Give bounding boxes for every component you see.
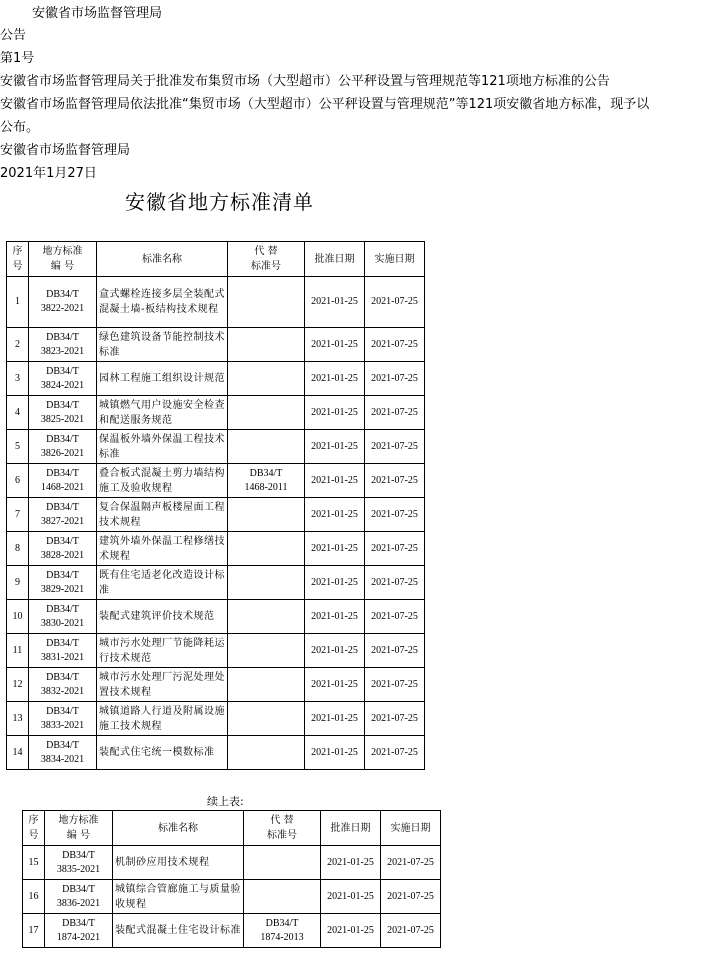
table-row bbox=[7, 532, 425, 566]
cell-seq: 12 bbox=[7, 668, 29, 702]
cell-code: DB34/T 3825-2021 bbox=[29, 396, 97, 430]
header-code: 地方标准 编 号 bbox=[29, 242, 97, 277]
cell-code: DB34/T 3827-2021 bbox=[29, 498, 97, 532]
cell-approve-date: 2021-01-25 bbox=[305, 396, 365, 430]
table-row bbox=[7, 277, 425, 328]
cell-replace bbox=[228, 736, 305, 770]
cell-seq: 4 bbox=[7, 396, 29, 430]
standards-list-title: 安徽省地方标准清单 bbox=[125, 190, 314, 214]
table-header-row bbox=[23, 811, 441, 846]
table-row bbox=[7, 430, 425, 464]
cell-replace bbox=[228, 566, 305, 600]
cell-code: DB34/T 3835-2021 bbox=[45, 846, 113, 880]
cell-name: 既有住宅适老化改造设计标准 bbox=[97, 566, 228, 600]
cell-code: DB34/T 1874-2021 bbox=[45, 914, 113, 948]
cell-code: DB34/T 3829-2021 bbox=[29, 566, 97, 600]
cell-replace bbox=[228, 430, 305, 464]
cell-approve-date: 2021-01-25 bbox=[305, 566, 365, 600]
cell-approve-date: 2021-01-25 bbox=[305, 430, 365, 464]
cell-implement-date: 2021-07-25 bbox=[365, 396, 425, 430]
cell-code: DB34/T 3824-2021 bbox=[29, 362, 97, 396]
notice-title: 安徽省市场监督管理局关于批准发布集贸市场（大型超市）公平秤设置与管理规范等121项地方标准的公告 bbox=[0, 74, 610, 89]
header-name: 标准名称 bbox=[97, 242, 228, 277]
cell-implement-date: 2021-07-25 bbox=[365, 566, 425, 600]
cell-seq: 7 bbox=[7, 498, 29, 532]
table-row bbox=[7, 702, 425, 736]
notice-signature: 安徽省市场监督管理局 bbox=[0, 143, 131, 158]
cell-implement-date: 2021-07-25 bbox=[365, 736, 425, 770]
cell-implement-date: 2021-07-25 bbox=[365, 362, 425, 396]
standards-table-continued bbox=[22, 810, 441, 948]
table-row bbox=[7, 566, 425, 600]
table-row bbox=[7, 498, 425, 532]
continued-label: 续上表: bbox=[207, 795, 244, 808]
notice-body-line-2: 公布。 bbox=[0, 120, 40, 135]
issuer-line: 安徽省市场监督管理局 bbox=[32, 6, 163, 21]
table-row bbox=[7, 362, 425, 396]
cell-seq: 9 bbox=[7, 566, 29, 600]
table-row bbox=[23, 914, 441, 948]
cell-name: 盒式螺栓连接多层全装配式混凝土墙-板结构技术规程 bbox=[97, 277, 228, 328]
notice-number: 第1号 bbox=[0, 51, 35, 66]
table-row bbox=[23, 846, 441, 880]
cell-name: 装配式建筑评价技术规范 bbox=[97, 600, 228, 634]
cell-code: DB34/T 3830-2021 bbox=[29, 600, 97, 634]
cell-approve-date: 2021-01-25 bbox=[305, 702, 365, 736]
cell-code: DB34/T 1468-2021 bbox=[29, 464, 97, 498]
cell-replace bbox=[228, 634, 305, 668]
cell-replace bbox=[228, 600, 305, 634]
notice-body-line-1: 安徽省市场监督管理局依法批准“集贸市场（大型超市）公平秤设置与管理规范”等121项安徽省地方标准，现予以 bbox=[0, 97, 650, 112]
header-implement-date: 实施日期 bbox=[381, 811, 441, 846]
cell-replace bbox=[228, 498, 305, 532]
cell-approve-date: 2021-01-25 bbox=[321, 846, 381, 880]
cell-name: 叠合板式混凝土剪力墙结构施工及验收规程 bbox=[97, 464, 228, 498]
header-approve-date: 批准日期 bbox=[305, 242, 365, 277]
cell-replace bbox=[228, 532, 305, 566]
cell-approve-date: 2021-01-25 bbox=[305, 498, 365, 532]
cell-seq: 14 bbox=[7, 736, 29, 770]
cell-implement-date: 2021-07-25 bbox=[381, 880, 441, 914]
cell-seq: 8 bbox=[7, 532, 29, 566]
header-approve-date: 批准日期 bbox=[321, 811, 381, 846]
cell-approve-date: 2021-01-25 bbox=[305, 362, 365, 396]
cell-replace bbox=[244, 846, 321, 880]
cell-approve-date: 2021-01-25 bbox=[305, 736, 365, 770]
cell-name: 城市污水处理厂污泥处理处置技术规程 bbox=[97, 668, 228, 702]
cell-replace bbox=[228, 702, 305, 736]
cell-seq: 13 bbox=[7, 702, 29, 736]
cell-approve-date: 2021-01-25 bbox=[305, 634, 365, 668]
cell-seq: 11 bbox=[7, 634, 29, 668]
cell-name: 装配式住宅统一模数标准 bbox=[97, 736, 228, 770]
cell-seq: 5 bbox=[7, 430, 29, 464]
cell-name: 城镇综合管廊施工与质量验收规程 bbox=[113, 880, 244, 914]
cell-implement-date: 2021-07-25 bbox=[365, 668, 425, 702]
standards-table bbox=[6, 241, 425, 770]
header-replace: 代 替 标准号 bbox=[228, 242, 305, 277]
cell-implement-date: 2021-07-25 bbox=[381, 846, 441, 880]
cell-seq: 10 bbox=[7, 600, 29, 634]
cell-code: DB34/T 3823-2021 bbox=[29, 328, 97, 362]
cell-seq: 15 bbox=[23, 846, 45, 880]
header-replace: 代 替 标准号 bbox=[244, 811, 321, 846]
cell-replace bbox=[228, 668, 305, 702]
standards-table-body bbox=[7, 277, 425, 770]
header-name: 标准名称 bbox=[113, 811, 244, 846]
cell-seq: 3 bbox=[7, 362, 29, 396]
cell-seq: 6 bbox=[7, 464, 29, 498]
cell-approve-date: 2021-01-25 bbox=[305, 464, 365, 498]
cell-code: DB34/T 3833-2021 bbox=[29, 702, 97, 736]
header-seq: 序号 bbox=[23, 811, 45, 846]
cell-replace bbox=[228, 277, 305, 328]
cell-replace bbox=[228, 328, 305, 362]
cell-name: 城镇燃气用户设施安全检查和配送服务规范 bbox=[97, 396, 228, 430]
cell-seq: 2 bbox=[7, 328, 29, 362]
cell-implement-date: 2021-07-25 bbox=[365, 328, 425, 362]
table-row bbox=[7, 396, 425, 430]
cell-implement-date: 2021-07-25 bbox=[365, 498, 425, 532]
cell-code: DB34/T 3828-2021 bbox=[29, 532, 97, 566]
header-code: 地方标准 编 号 bbox=[45, 811, 113, 846]
cell-name: 机制砂应用技术规程 bbox=[113, 846, 244, 880]
cell-code: DB34/T 3831-2021 bbox=[29, 634, 97, 668]
cell-replace bbox=[228, 362, 305, 396]
cell-implement-date: 2021-07-25 bbox=[365, 464, 425, 498]
cell-name: 绿色建筑设备节能控制技术标准 bbox=[97, 328, 228, 362]
table-row bbox=[7, 600, 425, 634]
cell-implement-date: 2021-07-25 bbox=[365, 277, 425, 328]
cell-approve-date: 2021-01-25 bbox=[321, 914, 381, 948]
header-implement-date: 实施日期 bbox=[365, 242, 425, 277]
cell-seq: 16 bbox=[23, 880, 45, 914]
cell-name: 园林工程施工组织设计规范 bbox=[97, 362, 228, 396]
cell-implement-date: 2021-07-25 bbox=[365, 600, 425, 634]
cell-implement-date: 2021-07-25 bbox=[365, 634, 425, 668]
cell-name: 复合保温隔声板楼屋面工程技术规程 bbox=[97, 498, 228, 532]
cell-seq: 17 bbox=[23, 914, 45, 948]
cell-replace: DB34/T 1468-2011 bbox=[228, 464, 305, 498]
cell-code: DB34/T 3836-2021 bbox=[45, 880, 113, 914]
table-row bbox=[23, 880, 441, 914]
table-row bbox=[7, 668, 425, 702]
cell-implement-date: 2021-07-25 bbox=[365, 430, 425, 464]
cell-code: DB34/T 3822-2021 bbox=[29, 277, 97, 328]
cell-name: 建筑外墙外保温工程修缮技术规程 bbox=[97, 532, 228, 566]
cell-name: 城市污水处理厂节能降耗运行技术规范 bbox=[97, 634, 228, 668]
cell-approve-date: 2021-01-25 bbox=[305, 328, 365, 362]
cell-approve-date: 2021-01-25 bbox=[305, 600, 365, 634]
standards-table-continued-body bbox=[23, 846, 441, 948]
cell-implement-date: 2021-07-25 bbox=[365, 702, 425, 736]
table-row bbox=[7, 464, 425, 498]
cell-replace: DB34/T 1874-2013 bbox=[244, 914, 321, 948]
cell-approve-date: 2021-01-25 bbox=[321, 880, 381, 914]
notice-kind: 公告 bbox=[0, 28, 27, 43]
table-row bbox=[7, 736, 425, 770]
cell-approve-date: 2021-01-25 bbox=[305, 668, 365, 702]
cell-seq: 1 bbox=[7, 277, 29, 328]
table-row bbox=[7, 328, 425, 362]
cell-implement-date: 2021-07-25 bbox=[365, 532, 425, 566]
cell-name: 装配式混凝土住宅设计标准 bbox=[113, 914, 244, 948]
cell-name: 城镇道路人行道及附属设施施工技术规程 bbox=[97, 702, 228, 736]
table-header-row bbox=[7, 242, 425, 277]
cell-code: DB34/T 3834-2021 bbox=[29, 736, 97, 770]
cell-replace bbox=[228, 396, 305, 430]
cell-approve-date: 2021-01-25 bbox=[305, 277, 365, 328]
table-row bbox=[7, 634, 425, 668]
cell-approve-date: 2021-01-25 bbox=[305, 532, 365, 566]
cell-code: DB34/T 3826-2021 bbox=[29, 430, 97, 464]
notice-date: 2021年1月27日 bbox=[0, 166, 97, 181]
cell-implement-date: 2021-07-25 bbox=[381, 914, 441, 948]
cell-replace bbox=[244, 880, 321, 914]
cell-name: 保温板外墙外保温工程技术标准 bbox=[97, 430, 228, 464]
cell-code: DB34/T 3832-2021 bbox=[29, 668, 97, 702]
header-seq: 序号 bbox=[7, 242, 29, 277]
